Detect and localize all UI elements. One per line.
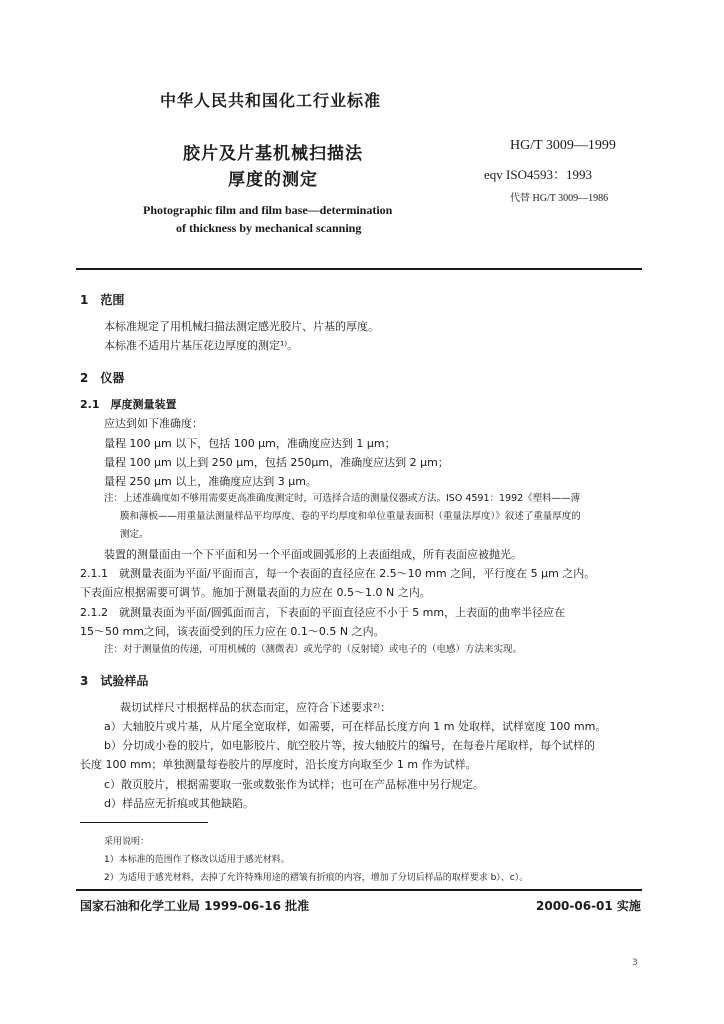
section-2-1-2-line2: 15～50 mm之间，该表面受到的压力应在 0.1～0.5 N 之内。: [80, 625, 385, 638]
section-2-1-2-note: 注：对于测量值的传递，可用机械的（测微表）或光学的（反射镜）或电子的（电感）方法来实现。: [104, 644, 523, 655]
section-2-1-1-line1: 2.1.1 就测量表面为平面/平面而言，每一个表面的直径应在 2.5～10 mm 之间，平行度在 5 μm 之内。: [80, 567, 596, 580]
section-2-1-heading: 2.1 厚度测量装置: [80, 398, 177, 411]
english-title-line1: Photographic film and film base—determination: [143, 203, 393, 217]
section-3-item-d: d）样品应无折痕或其他缺陷。: [104, 797, 254, 810]
standard-number: HG/T 3009—1999: [510, 138, 616, 153]
section-2-1-note-line2: 膜和薄板——用重量法测量样品平均厚度、卷的平均厚度和单位重量表面积（重量法厚度）》叙述了重量厚度的: [120, 511, 581, 522]
approval-line: 国家石油和化学工业局 1999-06-16 批准: [80, 899, 310, 913]
section-2-1-surfaces: 装置的测量面由一个下平面和另一个平面或圆弧形的上表面组成，所有表面应被抛光。: [104, 548, 522, 561]
section-2-1-1-line2: 下表面应根据需要可调节。施加于测量表面的力应在 0.5～1.0 N 之内。: [80, 586, 431, 599]
section-1-heading: 1 范围: [80, 293, 125, 307]
section-3-item-c: c）散页胶片，根据需要取一张或数张作为试样；也可在产品标准中另行规定。: [104, 778, 485, 791]
section-3-heading: 3 试验样品: [80, 674, 149, 688]
section-3-item-b-line1: b）分切成小卷的胶片，如电影胶片、航空胶片等，按大轴胶片的编号，在每卷片尾取样，每个试样的: [104, 739, 595, 752]
implementation-date: 2000-06-01 实施: [536, 899, 641, 913]
document-title-line2: 厚度的测定: [228, 170, 318, 190]
document-title-line1: 胶片及片基机械扫描法: [183, 144, 363, 164]
english-title-line2: of thickness by mechanical scanning: [176, 221, 362, 235]
footnote-2: 2）为适用于感光材料，去掉了允许特殊用途的褶皱有折痕的内容，增加了分切后样品的取样要求 b）、c）。: [104, 873, 529, 883]
section-3-intro: 裁切试样尺寸根据样品的状态而定，应符合下述要求²⁾：: [120, 701, 392, 714]
section-1-paragraph-1: 本标准规定了用机械扫描法测定感光胶片、片基的厚度。: [104, 320, 379, 333]
replaces-standard: 代替 HG/T 3009—1986: [510, 193, 609, 204]
issuing-body-title: 中华人民共和国化工行业标准: [160, 91, 382, 110]
section-1-paragraph-2: 本标准不适用片基压花边厚度的测定¹⁾。: [104, 339, 299, 352]
equivalent-standard: eqv ISO4593：1993: [484, 167, 592, 182]
section-2-1-note-line3: 测定。: [120, 529, 149, 540]
section-3-item-b-line2: 长度 100 mm；单独测量每卷胶片的厚度时，沿长度方向取至少 1 m 作为试样。: [80, 758, 477, 771]
footnote-heading: 采用说明：: [104, 837, 150, 847]
section-2-1-accuracy-intro: 应达到如下准确度：: [104, 417, 203, 430]
footnote-1: 1）本标准的范围作了修改以适用于感光材料。: [104, 855, 290, 865]
footer-divider: [76, 889, 642, 891]
section-2-1-range-1: 量程 100 μm 以下，包括 100 μm，准确度应达到 1 μm；: [104, 437, 396, 450]
section-3-item-a: a）大轴胶片或片基，从片尾全宽取样，如需要，可在样品长度方向 1 m 处取样，试样宽度 100 mm。: [104, 720, 607, 733]
footnote-divider: [80, 822, 208, 823]
section-2-1-range-3: 量程 250 μm 以上，准确度应达到 3 μm。: [104, 475, 317, 488]
section-2-1-2-line1: 2.1.2 就测量表面为平面/圆弧面而言，下表面的平面直径应不小于 5 mm，上表面的曲率半径应在: [80, 606, 566, 619]
section-2-1-note-line1: 注：上述准确度如不够用需要更高准确度测定时，可选择合适的测量仪器或方法。ISO 4591：1992《塑料——薄: [104, 493, 581, 504]
header-divider: [76, 268, 642, 270]
section-2-1-range-2: 量程 100 μm 以上到 250 μm，包括 250μm，准确度应达到 2 μm；: [104, 456, 449, 469]
page-number: 3: [632, 958, 638, 968]
section-2-heading: 2 仪器: [80, 371, 125, 385]
